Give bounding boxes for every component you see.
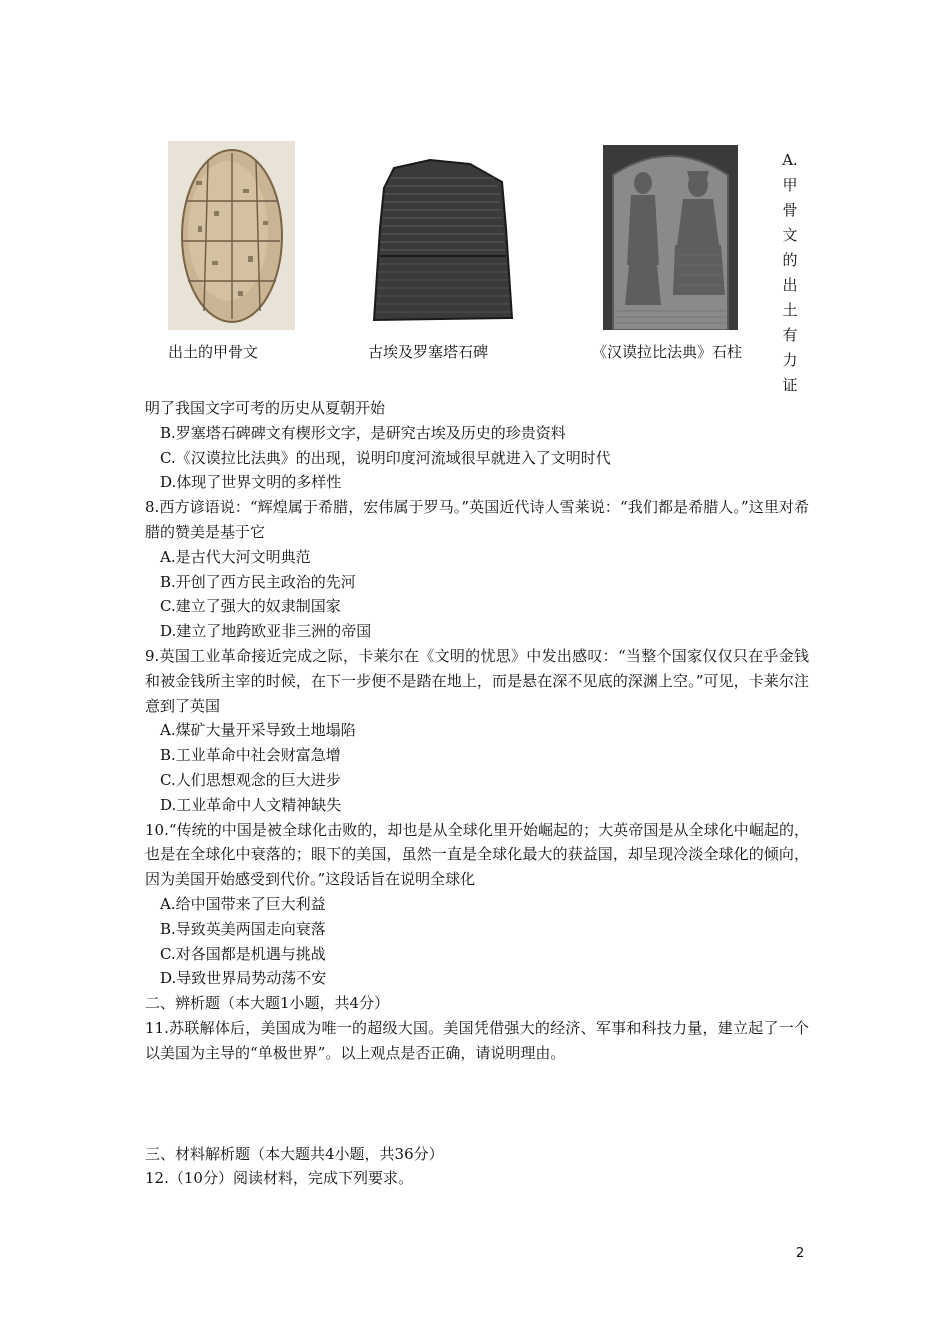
answer-space xyxy=(145,1066,809,1142)
q9-option-b: B.工业革命中社会财富急增 xyxy=(160,746,341,765)
vertical-char: 文 xyxy=(782,226,798,244)
vertical-char: 骨 xyxy=(782,201,798,219)
q7-option-a-vertical xyxy=(779,148,801,398)
q10-option-a: A.给中国带来了巨大利益 xyxy=(160,894,326,913)
hammurabi-stele-image xyxy=(603,145,738,330)
vertical-char: 力 xyxy=(782,351,798,369)
q10-option-c: C.对各国都是机遇与挑战 xyxy=(160,944,326,963)
q8-option-a: A.是古代大河文明典范 xyxy=(160,547,311,566)
q9-option-c: C.人们思想观念的巨大进步 xyxy=(160,770,341,789)
q10-stem: 10.“传统的中国是被全球化击败的，却也是从全球化里开始崛起的；大英帝国是从全球化中崛起的，也是在全球化中衰落的；眼下的美国，虽然一直是全球化最大的获益国，却呈现冷淡全球化的倾向，因为美国开始感受到代价。”这段话旨在说明全球化 xyxy=(145,820,809,889)
q11-stem: 11.苏联解体后，美国成为唯一的超级大国。美国凭借强大的经济、军事和科技力量，建立起了一个以美国为主导的“单极世界”。以上观点是否正确，请说明理由。 xyxy=(145,1018,809,1062)
q9-option-a: A.煤矿大量开采导致土地塌陷 xyxy=(160,721,356,740)
q10-option-d: D.导致世界局势动荡不安 xyxy=(160,969,327,988)
q8-stem: 8.西方谚语说：“辉煌属于希腊，宏伟属于罗马。”英国近代诗人雪莱说：“我们都是希腊人。”这里对希腊的赞美是基于它 xyxy=(145,498,809,541)
vertical-char: 的 xyxy=(782,251,798,269)
figure-caption-hammurabi-stele: 《汉谟拉比法典》石柱 xyxy=(592,343,743,361)
q8-option-d: D.建立了地跨欧亚非三洲的帝国 xyxy=(160,622,372,641)
exam-body xyxy=(145,396,809,1191)
figure-caption-rosetta-stone: 古埃及罗塞塔石碑 xyxy=(368,343,489,361)
vertical-char: 土 xyxy=(782,301,798,319)
oracle-bone-image xyxy=(168,141,295,330)
figure-caption-oracle-bone: 出土的甲骨文 xyxy=(168,343,259,361)
vertical-char: A. xyxy=(782,151,798,169)
vertical-char: 有 xyxy=(782,326,798,344)
q8-option-b: B.开创了西方民主政治的先河 xyxy=(160,572,356,591)
rosetta-stone-image xyxy=(370,158,520,323)
q7-option-d: D.体现了世界文明的多样性 xyxy=(160,473,342,492)
q9-option-d: D.工业革命中人文精神缺失 xyxy=(160,795,342,814)
q10-option-b: B.导致英美两国走向衰落 xyxy=(160,919,326,938)
q7-option-c: C.《汉谟拉比法典》的出现，说明印度河流域很早就进入了文明时代 xyxy=(160,448,611,467)
q12-stem: 12.（10分）阅读材料，完成下列要求。 xyxy=(145,1169,413,1188)
q7-option-b: B.罗塞塔石碑碑文有楔形文字，是研究古埃及历史的珍贵资料 xyxy=(160,423,566,442)
section-3-heading: 三、材料解析题（本大题共4小题，共36分） xyxy=(145,1144,444,1163)
q7-option-a-continued: 明了我国文字可考的历史从夏朝开始 xyxy=(145,399,386,417)
vertical-char: 甲 xyxy=(782,176,798,194)
vertical-char: 证 xyxy=(782,376,798,394)
page-number: 2 xyxy=(796,1246,805,1261)
vertical-char: 出 xyxy=(782,276,798,294)
q8-option-c: C.建立了强大的奴隶制国家 xyxy=(160,597,341,616)
section-2-heading: 二、辨析题（本大题1小题，共4分） xyxy=(145,994,390,1013)
q9-stem: 9.英国工业革命接近完成之际，卡莱尔在《文明的忧思》中发出感叹：“当整个国家仅仅只在乎金钱和被金钱所主宰的时候，在下一步便不是踏在地上，而是悬在深不见底的深渊上空。”可见，卡莱尔注意到了英国 xyxy=(145,646,809,715)
